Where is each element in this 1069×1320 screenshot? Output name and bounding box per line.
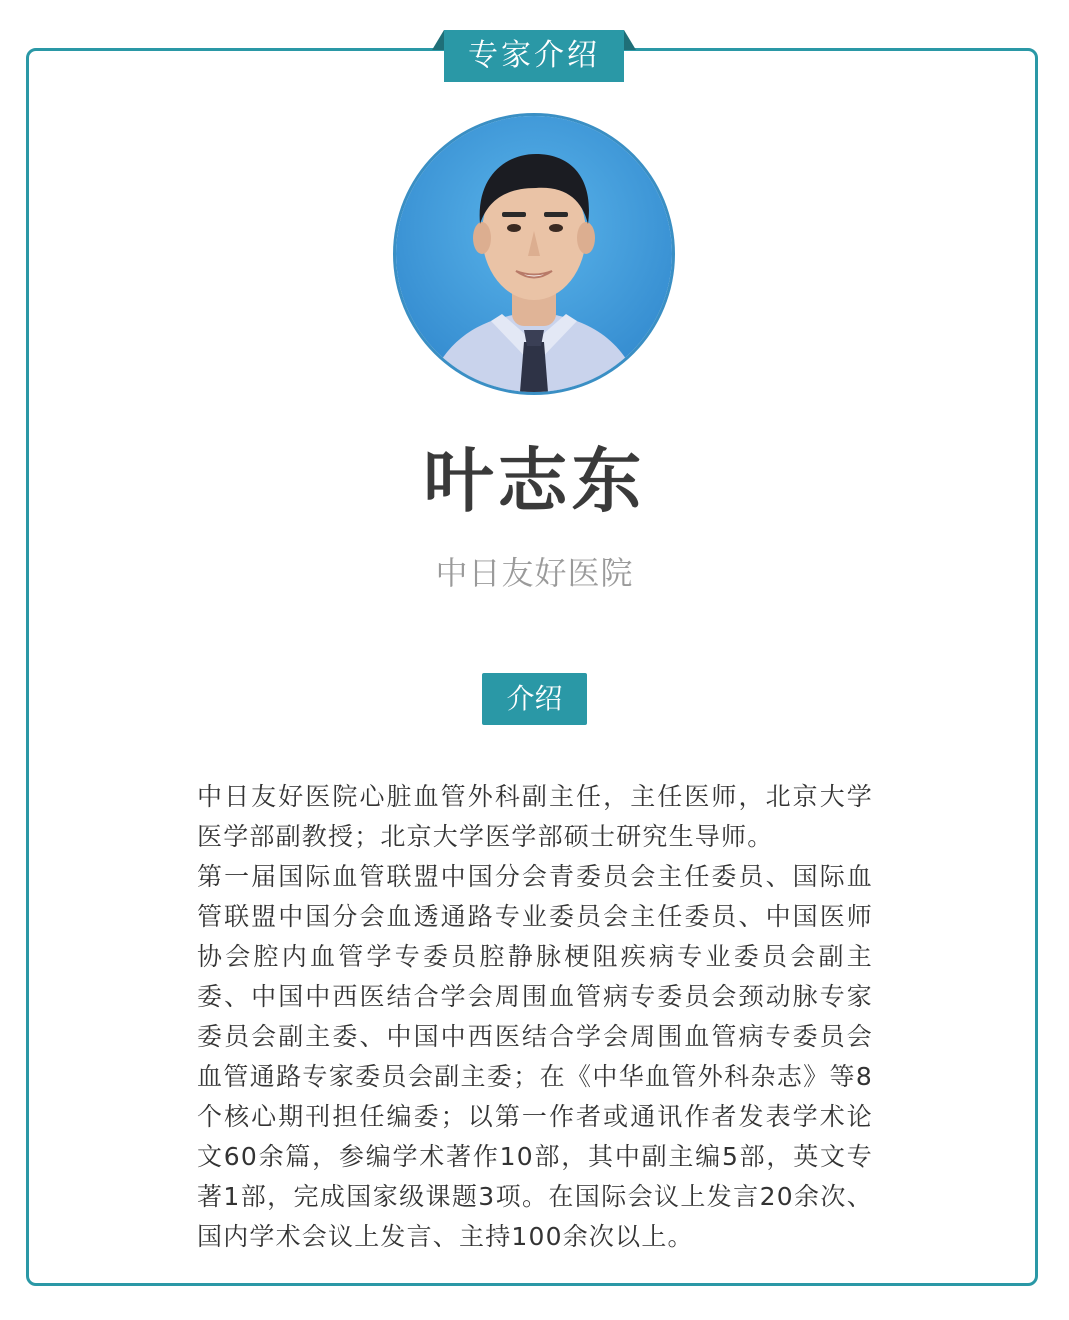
ribbon-fold-left bbox=[432, 30, 444, 50]
portrait-photo bbox=[396, 116, 672, 392]
ribbon-fold-right bbox=[624, 30, 636, 50]
bio-paragraph: 中日友好医院心脏血管外科副主任，主任医师，北京大学医学部副教授；北京大学医学部硕士研究生导师。 bbox=[197, 782, 873, 851]
bio-paragraph: 第一届国际血管联盟中国分会青委员会主任委员、国际血管联盟中国分会血透通路专业委员会主任委员、中国医师协会腔内血管学专委员腔静脉梗阻疾病专业委员会副主委、中国中西医结合学会周围血管病专委员会颈动脉专家委员会副主委、中国中西医结合学会周围血管病专委员会血管通路专家委员会副主委；在《中华血管外科杂志》等8个核心期刊担任编委；以第一作者或通讯作者发表学术论文60余篇，参编学术著作10部，其中副主编5部，英文专著1部，完成国家级课题3项。在国际会议上发言20余次、国内学术会议上发言、主持100余次以上。 bbox=[197, 862, 873, 1251]
bio-text bbox=[197, 777, 873, 1257]
section-ribbon bbox=[444, 30, 624, 82]
intro-badge: 介绍 bbox=[482, 673, 587, 725]
hospital-name: 中日友好医院 bbox=[435, 554, 634, 592]
expert-name: 叶志东 bbox=[423, 439, 646, 522]
avatar bbox=[396, 116, 672, 392]
ribbon-title: 专家介绍 bbox=[444, 30, 624, 82]
